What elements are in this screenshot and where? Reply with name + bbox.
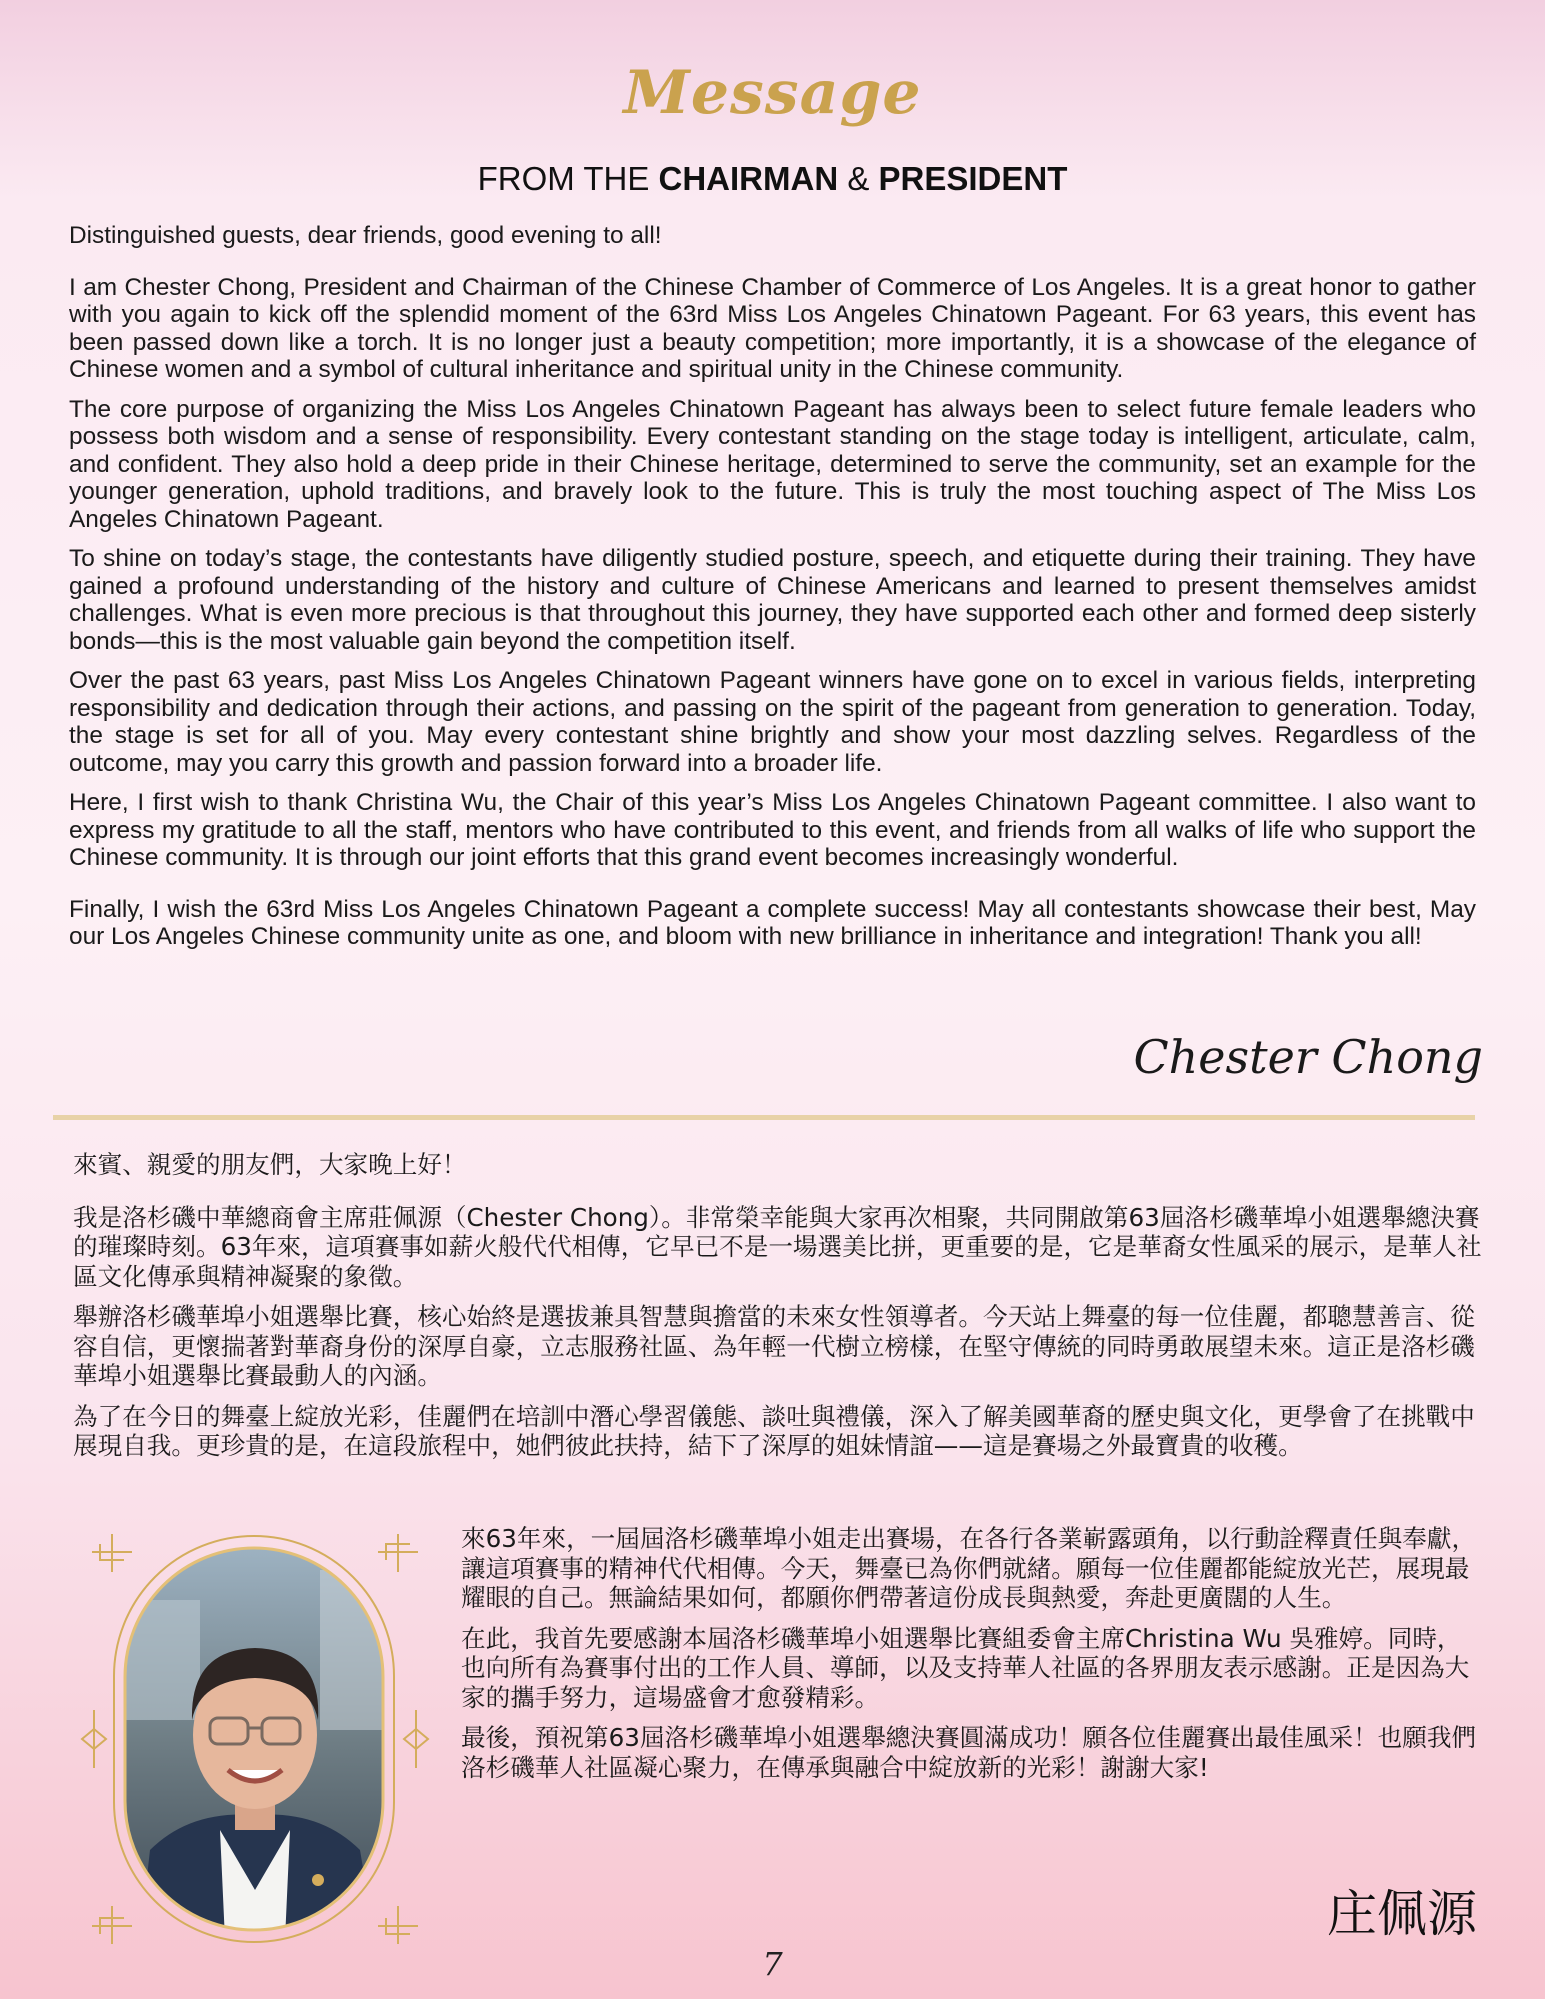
chinese-message-top	[73, 1150, 1485, 1472]
page-number: 7	[762, 1945, 783, 1983]
chinese-signature: 庄佩源	[1327, 1885, 1477, 1943]
subtitle-president: PRESIDENT	[878, 160, 1068, 197]
message-script-title: Message	[623, 58, 922, 128]
english-paragraph: To shine on today’s stage, the contestants have diligently studied posture, speech, and etiquette during their training. They have gained a profound understanding of the history and culture of Chinese Americans and learned to present themselves amidst challenges. What is even more precious is that throughout this journey, they have supported each other and formed deep sisterly bonds—this is the most valuable gain beyond the competition itself.	[69, 545, 1476, 655]
english-paragraph: Here, I first wish to thank Christina Wu, the Chair of this year’s Miss Los Angeles Chinatown Pageant committee. I also want to express my gratitude to all the staff, mentors who have contributed to this event, and friends from all walks of life who support the Chinese community. It is through our joint efforts that this grand event becomes increasingly wonderful.	[69, 789, 1476, 871]
chinese-paragraph: 我是洛杉磯中華總商會主席莊佩源（Chester Chong）。非常榮幸能與大家再次相聚，共同開啟第63屆洛杉磯華埠小姐選舉總決賽的璀璨時刻。63年來，這項賽事如薪火般代代相傳，它早已不是一場選美比拼，更重要的是，它是華裔女性風采的展示，是華人社區文化傳承與精神凝聚的象徵。	[73, 1202, 1482, 1291]
english-signature: Chester Chong	[1133, 1030, 1483, 1084]
page-subtitle	[0, 160, 1545, 198]
chinese-paragraph: 在此，我首先要感謝本屆洛杉磯華埠小姐選舉比賽組委會主席Christina Wu 吳雅婷。同時，也向所有為賽事付出的工作人員、導師，以及支持華人社區的各界朋友表示感謝。正是因為大家的攜手努力，這場盛會才愈發精彩。	[461, 1623, 1470, 1712]
subtitle-chairman: CHAIRMAN	[658, 160, 839, 197]
english-greeting: Distinguished guests, dear friends, good evening to all!	[69, 222, 662, 249]
english-paragraph: Finally, I wish the 63rd Miss Los Angeles Chinatown Pageant a complete success! May all contestants showcase their best, May our Los Angeles Chinese community unite as one, and bloom with new brilliance in inheritance and integration! Thank you all!	[69, 895, 1476, 950]
english-paragraph: I am Chester Chong, President and Chairman of the Chinese Chamber of Commerce of Los Angeles. It is a great honor to gather with you again to kick off the splendid moment of the 63rd Miss Los Angeles Chinatown Pageant. For 63 years, this event has been passed down like a torch. It is no longer just a beauty competition; more importantly, it is a showcase of the elegance of Chinese women and a symbol of cultural inheritance and spiritual unity in the Chinese community.	[69, 273, 1476, 383]
chinese-message-right	[461, 1524, 1478, 1793]
portrait-frame	[80, 1530, 430, 1948]
chinese-paragraph: 最後，預祝第63屆洛杉磯華埠小姐選舉總決賽圓滿成功！願各位佳麗賽出最佳風采！也願我們洛杉磯華人社區凝心聚力，在傳承與融合中綻放新的光彩！謝謝大家!	[461, 1723, 1477, 1782]
chinese-paragraph: 舉辦洛杉磯華埠小姐選舉比賽，核心始終是選拔兼具智慧與擔當的未來女性領導者。今天站上舞臺的每一位佳麗，都聰慧善言、從容自信，更懷揣著對華裔身份的深厚自豪，立志服務社區、為年輕一代樹立榜樣，在堅守傳統的同時勇敢展望未來。這正是洛杉磯華埠小姐選舉比賽最動人的內涵。	[73, 1302, 1475, 1390]
subtitle-prefix: FROM THE	[477, 160, 659, 197]
english-paragraph: The core purpose of organizing the Miss Los Angeles Chinatown Pageant has always been to select future female leaders who possess both wisdom and a sense of responsibility. Every contestant standing on the stage today is intelligent, articulate, calm, and confident. They also hold a deep pride in their Chinese heritage, determined to serve the community, set an example for the younger generation, uphold traditions, and bravely look to the future. This is truly the most touching aspect of The Miss Los Angeles Chinatown Pageant.	[69, 395, 1476, 533]
chester-chong-photo	[120, 1540, 390, 1940]
subtitle-amp: &	[838, 160, 879, 197]
chinese-paragraph: 為了在今日的舞臺上綻放光彩，佳麗們在培訓中潛心學習儀態、談吐與禮儀，深入了解美國華裔的歷史與文化，更學會了在挑戰中展現自我。更珍貴的是，在這段旅程中，她們彼此扶持，結下了深厚的姐妹情誼——這是賽場之外最寶貴的收穫。	[73, 1401, 1475, 1460]
english-paragraph: Over the past 63 years, past Miss Los Angeles Chinatown Pageant winners have gone on to excel in various fields, interpreting responsibility and dedication through their actions, and passing on the spirit of the pageant from generation to generation. Today, the stage is set for all of you. May every contestant shine brightly and show your most dazzling selves. Regardless of the outcome, may you carry this growth and passion forward into a broader life.	[69, 667, 1476, 777]
portrait-svg	[80, 1530, 430, 1948]
english-message	[69, 222, 1476, 963]
chinese-greeting: 來賓、親愛的朋友們，大家晚上好！	[73, 1150, 467, 1179]
section-divider	[53, 1115, 1475, 1120]
chinese-paragraph: 來63年來，一屆屆洛杉磯華埠小姐走出賽場，在各行各業嶄露頭角，以行動詮釋責任與奉獻，讓這項賽事的精神代代相傳。今天，舞臺已為你們就緒。願每一位佳麗都能綻放光芒，展現最耀眼的自己。無論結果如何，都願你們帶著這份成長與熱愛，奔赴更廣闊的人生。	[461, 1524, 1477, 1612]
